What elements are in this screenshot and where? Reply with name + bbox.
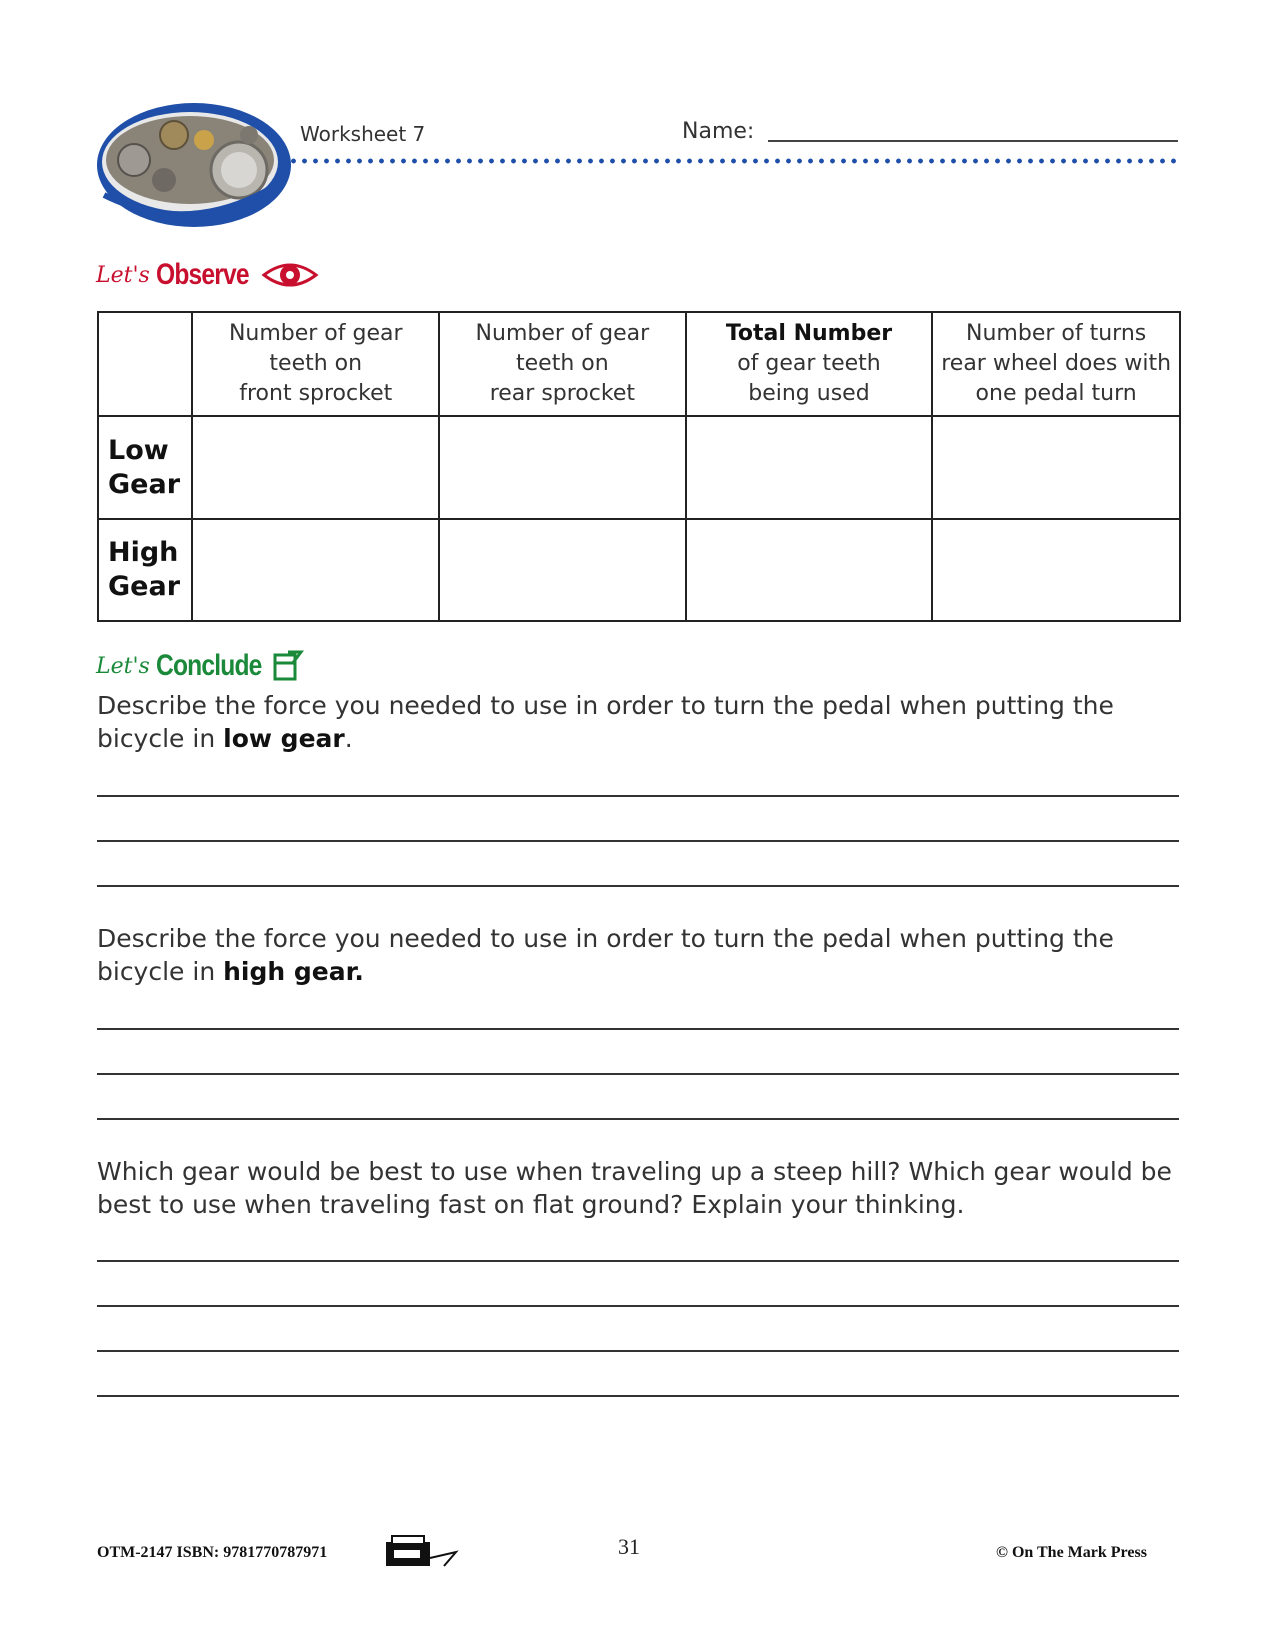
row-label-low-gear: Low Gear xyxy=(98,416,192,518)
answer-line[interactable] xyxy=(97,1395,1179,1397)
worksheet-label: Worksheet 7 xyxy=(300,122,426,146)
question-3: Which gear would be best to use when traveling up a steep hill? Which gear would be best to use when traveling fast on flat ground? Explain your thinking. xyxy=(97,1157,1172,1219)
answer-line[interactable] xyxy=(97,795,1179,797)
table-cell[interactable] xyxy=(439,519,686,621)
header-divider xyxy=(288,158,1180,164)
answer-line[interactable] xyxy=(97,1073,1179,1075)
table-cell[interactable] xyxy=(192,519,439,621)
answer-line[interactable] xyxy=(97,840,1179,842)
conclude-heading xyxy=(96,648,304,684)
answer-line[interactable] xyxy=(97,1260,1179,1262)
table-cell[interactable] xyxy=(932,416,1180,518)
table-header: Number of gear teeth on front sprocket xyxy=(192,312,439,416)
footer-copyright: © On The Mark Press xyxy=(996,1544,1147,1561)
footer-isbn: OTM-2147 ISBN: 9781770787971 xyxy=(97,1544,328,1561)
eye-icon xyxy=(261,259,319,291)
table-row xyxy=(98,416,1180,518)
gears-logo xyxy=(94,100,294,230)
table-row xyxy=(98,519,1180,621)
table-header: Total Number of gear teeth being used xyxy=(686,312,933,416)
observe-script: Let's xyxy=(96,262,150,288)
question-1: Describe the force you needed to use in order to turn the pedal when putting the bicycle in low gear. xyxy=(97,691,1114,753)
row-label-high-gear: High Gear xyxy=(98,519,192,621)
observe-word: Observe xyxy=(155,258,249,291)
table-header-empty xyxy=(98,312,192,416)
observation-table xyxy=(97,311,1181,622)
page-number: 31 xyxy=(618,1534,640,1559)
checklist-icon xyxy=(268,648,304,684)
conclude-script: Let's xyxy=(96,653,150,679)
table-cell[interactable] xyxy=(192,416,439,518)
name-label: Name: xyxy=(682,119,755,144)
conclude-word: Conclude xyxy=(155,649,262,682)
table-header: Number of gear teeth on rear sprocket xyxy=(439,312,686,416)
answer-line[interactable] xyxy=(97,1028,1179,1030)
question-2: Describe the force you needed to use in order to turn the pedal when putting the bicycle in high gear. xyxy=(97,924,1114,986)
answer-line[interactable] xyxy=(97,1350,1179,1352)
observe-heading xyxy=(96,258,319,292)
table-cell[interactable] xyxy=(932,519,1180,621)
table-cell[interactable] xyxy=(686,519,933,621)
answer-line[interactable] xyxy=(97,885,1179,887)
answer-line[interactable] xyxy=(97,1305,1179,1307)
name-field[interactable] xyxy=(768,140,1178,142)
printer-icon xyxy=(386,1532,460,1568)
table-header: Number of turns rear wheel does with one pedal turn xyxy=(932,312,1180,416)
table-cell[interactable] xyxy=(439,416,686,518)
table-cell[interactable] xyxy=(686,416,933,518)
answer-line[interactable] xyxy=(97,1118,1179,1120)
